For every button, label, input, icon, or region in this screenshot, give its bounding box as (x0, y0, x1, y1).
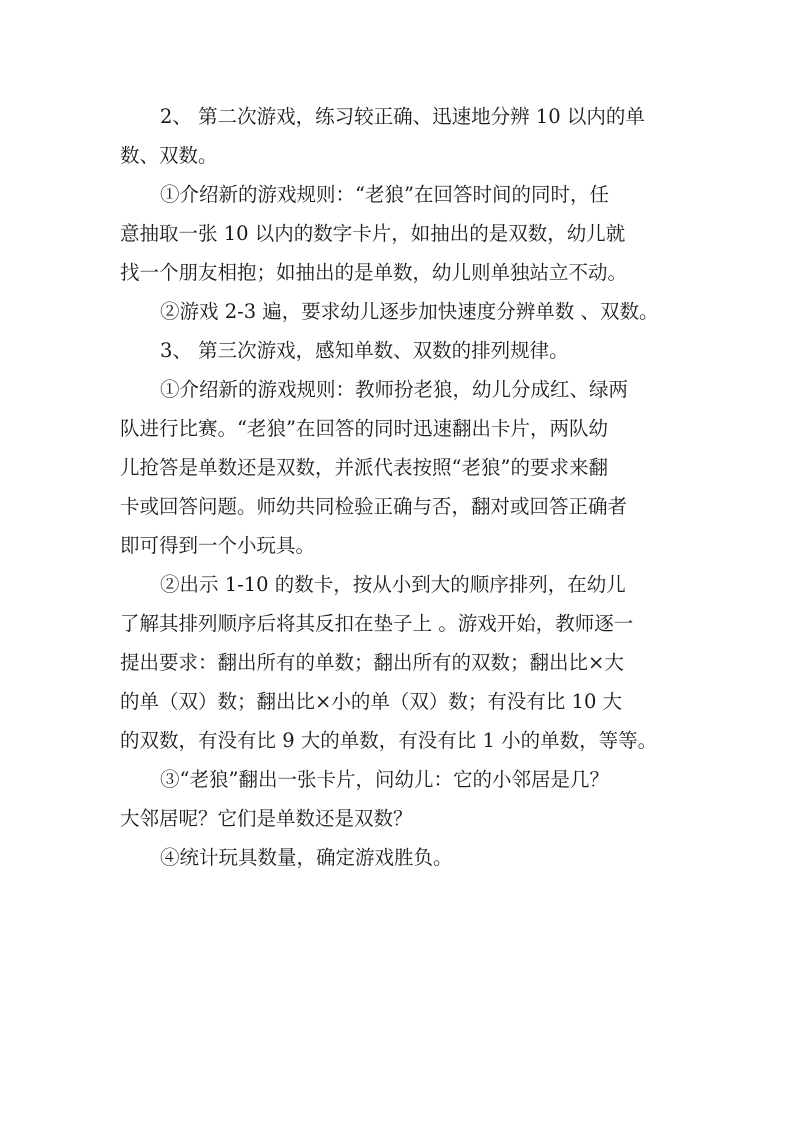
text-line: ②出示 1-10 的数卡，按从小到大的顺序排列，在幼儿 (160, 573, 626, 596)
text-line: 3、 第三次游戏，感知单数、双数的排列规律。 (160, 339, 569, 362)
text-line: 卡或回答问题。师幼共同检验正确与否，翻对或回答正确者 (120, 495, 628, 518)
text-line: 儿抢答是单数还是双数，并派代表按照“老狼”的要求来翻 (120, 456, 608, 479)
text-line: 意抽取一张 10 以内的数字卡片，如抽出的是双数，幼儿就 (120, 222, 626, 245)
text-line: ④统计玩具数量，确定游戏胜负。 (160, 846, 453, 869)
paragraph-second-game (120, 97, 700, 175)
text-line: 提出要求：翻出所有的单数；翻出所有的双数；翻出比×大 (120, 651, 624, 674)
paragraph-number-cards (120, 565, 700, 760)
text-line: 的单（双）数；翻出比×小的单（双）数；有没有比 10 大 (120, 690, 623, 713)
paragraph-new-rules-1 (120, 175, 700, 292)
text-line: 队进行比赛。“老狼”在回答的同时迅速翻出卡片，两队幼 (120, 417, 608, 440)
paragraph-neighbors (120, 760, 700, 838)
paragraph-third-game (120, 331, 700, 370)
text-line: 大邻居呢？它们是单数还是双数？ (120, 807, 413, 830)
document-body (120, 97, 700, 877)
paragraph-new-rules-2 (120, 370, 700, 565)
text-line: ③“老狼”翻出一张卡片，问幼儿：它的小邻居是几？ (160, 768, 609, 791)
paragraph-repeat-game (120, 292, 700, 331)
text-line: 了解其排列顺序后将其反扣在垫子上 。游戏开始，教师逐一 (120, 612, 634, 635)
text-line: 找一个朋友相抱；如抽出的是单数，幼儿则单独站立不动。 (120, 261, 628, 284)
text-line: 即可得到一个小玩具。 (120, 534, 316, 557)
paragraph-count-toys (120, 838, 700, 877)
text-line: ②游戏 2-3 遍，要求幼儿逐步加快速度分辨单数 、双数。 (160, 300, 659, 323)
text-line: 数、双数。 (120, 144, 218, 167)
text-line: 的双数，有没有比 9 大的单数，有没有比 1 小的单数，等等。 (120, 729, 658, 752)
text-line: ①介绍新的游戏规则：“老狼”在回答时间的同时，任 (160, 183, 609, 206)
text-line: ①介绍新的游戏规则：教师扮老狼，幼儿分成红、绿两 (160, 378, 629, 401)
text-line: 2、 第二次游戏，练习较正确、迅速地分辨 10 以内的单 (160, 105, 645, 128)
